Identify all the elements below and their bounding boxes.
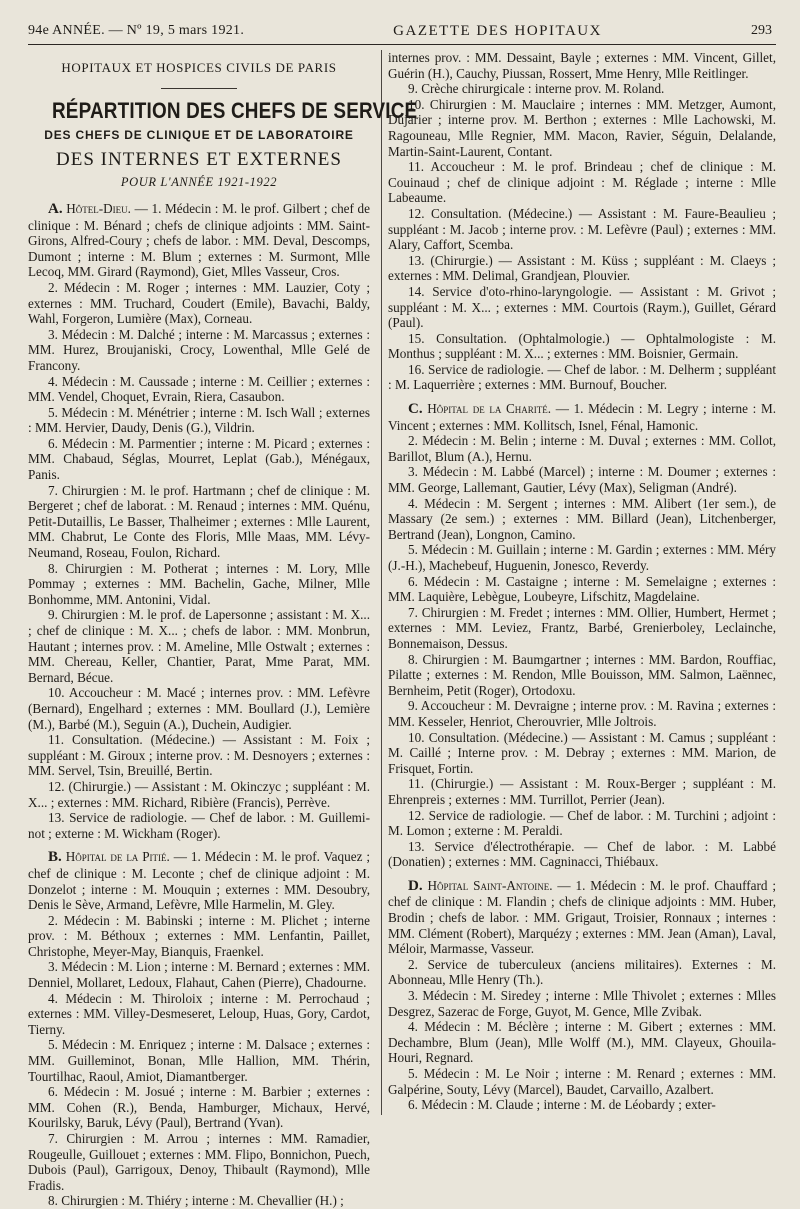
entry-text: 9. Chirurgien : M. le prof. de Lapersonne ; assistant : M. X... ; chef de clinique : M. X... ; chefs de labor. : MM. Monbrun, Hautant ; internes prov. : M. Ameline, Mlle Ostwalt ; externes : MM. Chereau, Keller, Chantier, Parat, Mme Parat, MM. Bernard, Bécue.: [28, 607, 370, 685]
entry-text: 4. Médecin : M. Béclère ; interne : M. Gibert ; externes : MM. Dechambre, Blum (Jean), Mlle Wolff (M.), MM. Clayeux, Ghouila-Houri, Regnard.: [388, 1019, 776, 1066]
header-rule: [28, 44, 776, 45]
entry-text: 3. Médecin : M. Siredey ; interne : Mlle Thivolet ; externes : Mlles Desgrez, Sazerac de Forge, Guyot, M. Gence, Mlle Zvibak.: [388, 988, 776, 1019]
entry-text: 5. Médecin : M. Enriquez ; interne : M. Dalsace ; externes : MM. Guilleminot, Bonan, Mlle Hallion, MM. Thérin, Tourtilhac, Raoul, Amiot, Diamantberger.: [28, 1037, 370, 1084]
entry-text: 9. Crèche chirurgicale : interne prov. M. Roland.: [408, 81, 665, 97]
entry-text: 2. Service de tuberculeux (anciens militaires). Externes : M. Abonneau, Mlle Henry (Th.).: [388, 956, 776, 988]
entry-text: 6. Médecin : M. Parmentier ; interne : M. Picard ; externes : MM. Chabaud, Séglas, Mourret, Leplat (Gab.), Ménégaux, Panis.: [28, 435, 370, 483]
service-entry: [388, 1019, 776, 1066]
entry-text: 8. Chirurgien : M. Potherat ; internes : M. Lory, Mlle Pommay ; externes : MM. Bachelin, Gache, Milner, Mlle Bonhomme, MM. Antonini, Vidal.: [28, 560, 370, 607]
service-entry: [388, 652, 776, 699]
service-entry: [28, 685, 370, 732]
service-entry: [388, 464, 776, 495]
service-entry: [28, 436, 370, 483]
article-subtitle: DES CHEFS DE CLINIQUE ET DE LABORATOIRE: [44, 128, 354, 143]
service-entry: [388, 839, 776, 870]
entry-text: 12. (Chirurgie.) — Assistant : M. Okinczyc ; suppléant : M. X... ; externes : MM. Richard, Ribière (Francis), Perrève.: [28, 778, 370, 810]
entry-text: 10. Accoucheur : M. Macé ; internes prov. : MM. Lefèvre (Bernard), Engelhard ; externes : MM. Boullard (J.), Lemière (M.), Barbé (M.), Seguin (A.), Duchein, Audigier.: [28, 685, 370, 732]
section-paragraph: [28, 849, 370, 912]
article-subtitle-2: DES INTERNES ET EXTERNES: [56, 148, 342, 170]
entry-text: 13. Service de radiologie. — Chef de labor. : M. Guillemi-not ; externe : M. Wickham (Roger).: [28, 810, 370, 841]
entry-text: 2. Médecin : M. Belin ; interne : M. Duval ; externes : MM. Collot, Barillot, Blum (A.), Hernu.: [388, 433, 776, 464]
entry-text: 3. Médecin : M. Labbé (Marcel) ; interne : M. Doumer ; externes : MM. George, Lallemant, Gautier, Lévy (Max), Seligman (André).: [388, 464, 776, 496]
entry-text: 13. (Chirurgie.) — Assistant : M. Küss ; suppléant : M. Claeys ; externes : MM. Delimal, Grandjean, Plouvier.: [388, 252, 776, 284]
hospital-name: Hôpital de la Charité.: [427, 401, 552, 417]
entry-text: 11. Accoucheur : M. le prof. Brindeau ; chef de clinique : M. Couinaud ; chef de clinique adjoint : M. Réglade ; interne : Mlle Labeaume.: [388, 159, 776, 206]
service-entry: [28, 483, 370, 561]
service-entry: [388, 957, 776, 988]
page-number: 293: [751, 23, 772, 38]
service-entry: [388, 776, 776, 807]
entry-text: 7. Chirurgien : M. Arrou ; internes : MM. Ramadier, Rougeulle, Guillouet ; externes : MM. Flipo, Bonnichon, Puech, Dubois (Paul), Garrigoux, Denoy, Thibault (Raymond), Mlle Fradis.: [28, 1131, 370, 1193]
entry-text: 12. Service de radiologie. — Chef de labor. : M. Turchini ; adjoint : M. Lomon ; externe : M. Peraldi.: [388, 807, 776, 839]
section-paragraph: [388, 878, 776, 957]
entry-text: 2. Médecin : M. Babinski ; interne : M. Plichet ; interne prov. : M. Béthoux ; externes : MM. Lenfantin, Paillet, Christophe, Meyer-May, Bianquis, Fraenkel.: [28, 912, 370, 959]
service-entry: [388, 1097, 776, 1113]
service-entry: [388, 253, 776, 284]
section-paragraph: [388, 401, 776, 433]
hospital-name: Hôpital de la Pitié.: [65, 849, 170, 865]
service-entry: [388, 50, 776, 81]
service-entry: [388, 496, 776, 543]
service-entry: [28, 779, 370, 810]
entry-text: 2. Médecin : M. Roger ; internes : MM. Lauzier, Coty ; externes : MM. Truchard, Coudert (Emile), Bavachi, Baldy, Wahl, Forgeron, Lumière (Max), Corneau.: [28, 279, 370, 327]
service-entry: [28, 1037, 370, 1084]
entry-text: — 1. Médecin : M. le prof. Vaquez ; chef de clinique : M. Leconte ; chef de clinique adjoint : M. Donzelot ; interne : M. Mouquin ; externes : MM. Desoubry, Denis le Sève, Armand, Lefèvre, Mlle Harmelin, M. Gley.: [28, 849, 371, 913]
service-entry: [28, 1131, 370, 1193]
entry-text: 16. Service de radiologie. — Chef de labor. : M. Delherm ; suppléant : M. Laquerrière ; externes : MM. Burnouf, Boucher.: [388, 361, 776, 393]
service-entry: [388, 542, 776, 573]
left-paragraphs: [28, 201, 370, 1209]
service-entry: [388, 362, 776, 393]
service-entry: [28, 959, 370, 990]
entry-text: 12. Consultation. (Médecine.) — Assistant : M. Faure-Beaulieu ; suppléant : M. Jacob ; interne prov. : M. Lefèvre (Paul) ; externes : MM. Alary, Caffort, Scemba.: [388, 205, 776, 253]
entry-text: 7. Chirurgien : M. le prof. Hartmann ; chef de clinique : M. Bergeret ; chef de laborat. : M. Renaud ; internes : MM. Quénu, Petit-Dutaillis, Le Basser, Thalheimer ; externes : Mlle Laurent, MM. Chabrut, Le Conte des Floris, Mlle Maas, MM. Lévy-Neumand, Roseau, Foulon, Richard.: [28, 482, 370, 561]
service-entry: [28, 1193, 370, 1209]
entry-text: 4. Médecin : M. Sergent ; internes : MM. Alibert (1er sem.), de Massary (2e sem.) ; externes : MM. Billard (Jean), Litchenberger, Bertrand (Jean), Longnon, Camino.: [388, 495, 776, 542]
entry-text: 8. Chirurgien : M. Baumgartner ; internes : MM. Bardon, Rouffiac, Pilatte ; externes : M. Rendon, Mlle Bouisson, MM. Salmon, Laënnec, Bernheim, Petit (Roger), Ortodoxu.: [388, 651, 776, 698]
service-entry: [28, 1084, 370, 1131]
service-entry: [388, 433, 776, 464]
service-entry: [28, 810, 370, 841]
service-entry: [388, 808, 776, 839]
service-entry: [28, 327, 370, 374]
service-entry: [28, 374, 370, 405]
service-entry: [388, 574, 776, 605]
heading-rule: [161, 88, 237, 89]
entry-text: 10. Chirurgien : M. Mauclaire ; internes : MM. Metzger, Aumont, Dujarier ; interne prov. M. Berthon ; externes : Mlle Lachowski, M. Ragouneau, Mlle Regnier, MM. Macon, Ravier, Séguin, Delalande, Martin-Saint-Laurent, Contant.: [388, 96, 776, 159]
journal-title: GAZETTE DES HOPITAUX: [393, 22, 602, 39]
hospital-name: Hôpital Saint-Antoine.: [427, 877, 553, 893]
entry-text: internes prov. : MM. Dessaint, Bayle ; externes : MM. Vincent, Gillet, Guérin (H.), Cauchy, Piussan, Rossert, Mme Henry, Mlle Reitlinger.: [388, 50, 776, 81]
service-entry: [388, 97, 776, 159]
entry-text: 5. Médecin : M. Ménétrier ; interne : M. Isch Wall ; externes : MM. Hervier, Daudy, Denis (G.), Vildrin.: [28, 404, 370, 436]
service-entry: [388, 81, 776, 97]
service-entry: [388, 159, 776, 206]
left-column: [28, 52, 418, 1209]
entry-text: 6. Médecin : M. Josué ; interne : M. Barbier ; externes : MM. Cohen (R.), Benda, Hamburger, Michaux, Hervé, Kourilsky, Baruk, Lévy (Paul), Bertrand (Yvan).: [28, 1084, 370, 1131]
entry-text: 4. Médecin : M. Thiroloix ; interne : M. Perrochaud ; externes : MM. Villey-Desmeseret, Leloup, Huas, Gory, Cardot, Tierny.: [28, 990, 370, 1037]
section-letter: A.: [48, 200, 63, 217]
service-entry: [388, 206, 776, 253]
section-letter: C.: [408, 401, 423, 418]
article-title: RÉPARTITION DES CHEFS DE SERVICE: [51, 97, 418, 123]
running-header: [28, 18, 772, 44]
entry-text: — 1. Médecin : M. Legry ; interne : M. Vincent ; externes : MM. Kollitsch, Isnel, Fénal, Hamonic.: [388, 401, 776, 433]
entry-text: 11. Consultation. (Médecine.) — Assistant : M. Foix ; suppléant : M. Giroux ; interne prov. : M. Desnoyers ; externes : MM. Servel, Tsin, Breuillé, Bertin.: [28, 732, 370, 779]
entry-text: 13. Service d'électrothérapie. — Chef de labor. : M. Labbé (Donatien) ; externes : MM. Cagninacci, Thiébaux.: [388, 838, 776, 870]
service-entry: [388, 730, 776, 777]
right-paragraphs: [388, 50, 776, 1113]
service-entry: [388, 605, 776, 652]
entry-text: 15. Consultation. (Ophtalmologie.) — Ophtalmologiste : M. Monthus ; suppléant : M. X... ; externes : MM. Boisnier, Germain.: [388, 330, 776, 362]
right-column: [388, 50, 776, 1113]
service-entry: [388, 698, 776, 729]
service-entry: [28, 991, 370, 1038]
service-entry: [388, 988, 776, 1019]
entry-text: 11. (Chirurgie.) — Assistant : M. Roux-Berger ; suppléant : M. Ehrenpreis ; externes : MM. Turrillot, Perrier (Jean).: [388, 776, 776, 807]
issue-info: 94e ANNÉE. — Nº 19, 5 mars 1921.: [28, 23, 245, 38]
column-divider: [381, 50, 382, 1115]
article-year: POUR L'ANNÉE 1921-1922: [120, 175, 278, 190]
hospital-name: Hôtel-Dieu.: [66, 200, 131, 216]
entry-text: 8. Chirurgien : M. Thiéry ; interne : M. Chevallier (H.) ;: [48, 1193, 344, 1209]
entry-text: 9. Accoucheur : M. Devraigne ; interne prov. : M. Ravina ; externes : MM. Kesseler, Henriot, Cherouvrier, Mlle Joltrois.: [388, 698, 776, 729]
entry-text: 3. Médecin : M. Lion ; interne : M. Bernard ; externes : MM. Denniel, Mollaret, Ledoux, Flahaut, Cahen (Pierre), Chadourne.: [28, 959, 370, 991]
entry-text: 5. Médecin : M. Le Noir ; interne : M. Renard ; externes : MM. Galpérine, Souty, Lévy (Marcel), Baudet, Carvaillo, Azalbert.: [388, 1066, 776, 1097]
section-letter: B.: [48, 849, 62, 866]
service-entry: [28, 607, 370, 685]
section-paragraph: [28, 201, 370, 280]
section-letter: D.: [408, 877, 423, 894]
service-entry: [28, 280, 370, 327]
entry-text: 10. Consultation. (Médecine.) — Assistant : M. Camus ; suppléant : M. Caillé ; Interne prov. : M. Debray ; externes : MM. Marion, de Frisquet, Fortin.: [388, 729, 776, 776]
service-entry: [28, 732, 370, 779]
entry-text: 6. Médecin : M. Claude ; interne : M. de Léobardy ; exter-: [408, 1097, 716, 1113]
institution-heading: HOPITAUX ET HOSPICES CIVILS DE PARIS: [61, 60, 337, 75]
entry-text: 3. Médecin : M. Dalché ; interne : M. Marcassus ; externes : MM. Hurez, Broujaniski, Crocy, Lowenthal, Mlle Gelé de Francony.: [28, 326, 370, 373]
entry-text: 7. Chirurgien : M. Fredet ; internes : MM. Ollier, Humbert, Hermet ; externes : MM. Leviez, Frantz, Barbé, Grenierboley, Leclainche, Bonnemaison, Dessus.: [388, 604, 776, 651]
entry-text: 14. Service d'oto-rhino-laryngologie. — Assistant : M. Grivot ; suppléant : M. X... ; externes : MM. Courtois (Raym.), Guillet, Gérard (Paul).: [388, 283, 776, 331]
service-entry: [388, 284, 776, 331]
service-entry: [28, 405, 370, 436]
service-entry: [388, 331, 776, 362]
entry-text: 4. Médecin : M. Caussade ; interne : M. Ceillier ; externes : MM. Vendel, Choquet, Evrain, Riera, Casaubon.: [28, 373, 370, 405]
entry-text: 5. Médecin : M. Guillain ; interne : M. Gardin ; externes : MM. Méry (J.-H.), Machebeuf, Huguenin, Jonesco, Reverdy.: [388, 542, 776, 573]
entry-text: — 1. Médecin : M. le prof. Chauffard ; chef de clinique : M. Flandin ; chefs de clinique adjoints : MM. Huber, Brodin ; chefs de labor. : MM. Grigaut, Troisier, Ronnaux ; internes : MM. Clément (Robert), Marquézy ; externes : MM. Jean (Aman), Laval, Méloir, Marmasse, Vasseur.: [388, 877, 777, 957]
service-entry: [28, 561, 370, 608]
entry-text: 6. Médecin : M. Castaigne ; interne : M. Semelaigne ; externes : MM. Laquière, Lebègue, Loubeyre, Lifschitz, Magdelaine.: [388, 573, 776, 605]
service-entry: [28, 913, 370, 960]
service-entry: [388, 1066, 776, 1097]
entry-text: — 1. Médecin : M. le prof. Gilbert ; chef de clinique : M. Bénard ; chefs de clinique adjoints : MM. Saint-Girons, Alfred-Coury ; chefs de labor. : MM. Deval, Descomps, Dumont ; interne : M. Blum ; externes : M. Surmont, Mlle Lecoq, MM. Girard (Raymond), Giet, Mlles Vasseur, Cros.: [28, 200, 371, 280]
